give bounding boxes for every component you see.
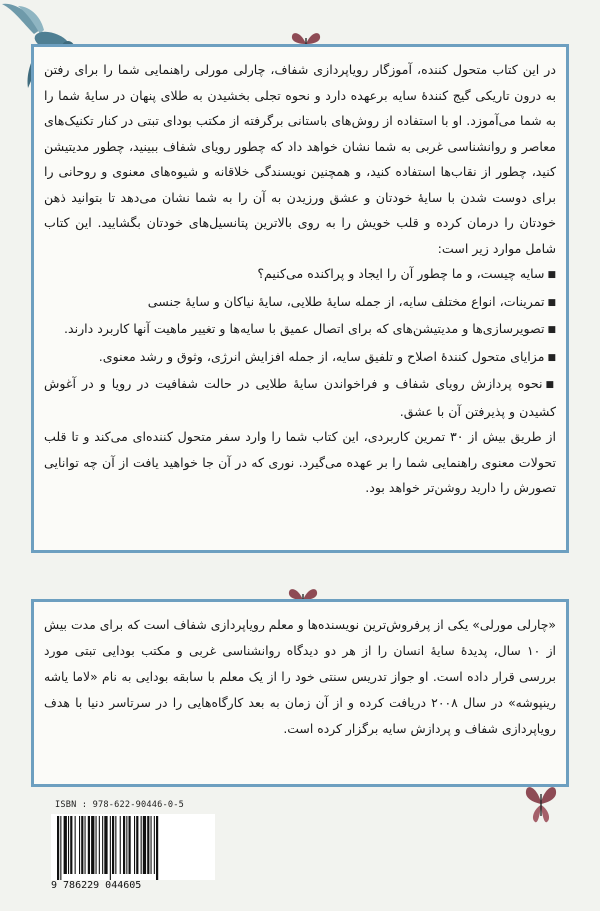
barcode-bar <box>141 816 142 874</box>
butterfly-icon <box>524 782 558 830</box>
barcode-bar <box>129 816 131 874</box>
barcode-bar <box>154 816 155 874</box>
list-item: ■ مزایای متحول کنندهٔ اصلاح و تلفیق سایه، از جمله افزایش انرژی، وثوق و رشد معنوی. <box>44 344 556 372</box>
barcode-bar <box>85 816 86 874</box>
author-bio-panel <box>31 599 569 787</box>
barcode-bar <box>120 816 121 874</box>
barcode-bar <box>75 816 76 874</box>
barcode-bar <box>102 816 103 874</box>
list-item: ■ سایه چیست، و ما چطور آن را ایجاد و پراکنده می‌کنیم؟ <box>44 261 556 289</box>
barcode-bar <box>112 816 114 874</box>
barcode-bar <box>79 816 80 874</box>
barcode-digits: 9 786229 044605 <box>51 880 142 891</box>
list-item: ■ تمرینات، انواع مختلف سایه، از جمله سایهٔ طلایی، سایهٔ نیاکان و سایهٔ جنسی <box>44 289 556 317</box>
barcode-bar <box>57 816 59 880</box>
barcode-bar <box>115 816 116 874</box>
barcode-bar <box>60 816 61 880</box>
barcode-bar <box>91 816 94 874</box>
barcode-bar <box>68 816 69 874</box>
isbn-label: ISBN : 978-622-90446-0-5 <box>55 800 184 810</box>
barcode-bar <box>99 816 100 874</box>
description-panel <box>31 44 569 553</box>
barcode-bar <box>126 816 127 874</box>
list-item: ■ تصویرسازی‌ها و مدیتیشن‌های که برای اتصال عمیق با سایه‌ها و تغییر ماهیت آنها کاربرد دارند. <box>44 316 556 344</box>
barcode-bar <box>134 816 135 874</box>
feature-list <box>44 261 556 424</box>
barcode-bar <box>70 816 72 874</box>
closing-paragraph: از طریق بیش از ۳۰ تمرین کاربردی، این کتاب شما را وارد سفر متحول کننده‌ای می‌کند و تا قلب تحولات معنوی راهنمایی شما را بر عهده می‌گیرد. نوری که در آن جا خواهید یافت از آن چه توانایی تصورش را دارید روشن‌تر خواهد بود. <box>44 429 557 495</box>
barcode-bar <box>143 816 146 874</box>
barcode-bars <box>51 814 215 880</box>
barcode-bar <box>136 816 138 874</box>
list-item: ■ نحوه پردازش رویای شفاف و فراخواندن سایهٔ طلایی در حالت شفافیت در رویا و در آغوش کشیدن و پذیرفتن آن با عشق. <box>44 371 556 424</box>
barcode-bar <box>151 816 152 874</box>
barcode-bar <box>147 816 149 874</box>
barcode-bar <box>110 816 111 880</box>
barcode-bar <box>123 816 125 874</box>
barcode <box>51 800 215 893</box>
barcode-bar <box>96 816 97 874</box>
barcode-bar <box>64 816 67 874</box>
intro-paragraph: در این کتاب متحول کننده، آموزگار رویاپردازی شفاف، چارلی مورلی راهنمایی شما را برای رفتن به درون تاریکی گیج کنندهٔ سایه برعهده دارد و نحوه تجلی بخشیدن به طلای پنهان در سایهٔ شما را به شما می‌آموزد. او با استفاده از روش‌های باستانی برگرفته از مکتب بودای تبتی در کنار تکنیک‌های معاصر و روانشناسی غربی به شما نشان خواهد داد که چطور رویای شفاف ببینید، چطور مدیتیشن کنید، چطور از نقاب‌ها استفاده کنید، و همچنین نویسندگی خلاقانه و شیوه‌های معنوی و روحانی را برای دوست شدن با سایهٔ خودتان و عشق ورزیدن به آن را به شما نشان می‌دهد تا بتوانید ذهن خودتان را درمان کرده و قلب خویش را به روی بالاترین پتانسیل‌های خودتان بگشایید. این کتاب شامل موارد زیر است: <box>44 62 556 256</box>
barcode-bar <box>88 816 90 874</box>
barcode-bar <box>104 816 107 874</box>
barcode-bar <box>156 816 158 880</box>
barcode-bar <box>81 816 83 874</box>
author-bio-text: «چارلی مورلی» یکی از پرفروش‌ترین نویسنده‌ها و معلم رویاپردازی شفاف است که برای مدت بیش از ۱۰ سال، پدیدهٔ سایهٔ انسان را از هر دو دیدگاه روانشناسی غربی و مکتب بودایی تبتی مورد بررسی قرار داده است. او جواز تدریس سنتی خود را از یک معلم با سابقه بودایی به نام «لاما یاشه رینپوشه» در سال ۲۰۰۸ دریافت کرده و از آن زمان به بعد کارگاه‌هایی را در سرتاسر دنیا با هدف رویاپردازی شفاف و پردازش سایه برگزار کرده است. <box>44 617 556 736</box>
